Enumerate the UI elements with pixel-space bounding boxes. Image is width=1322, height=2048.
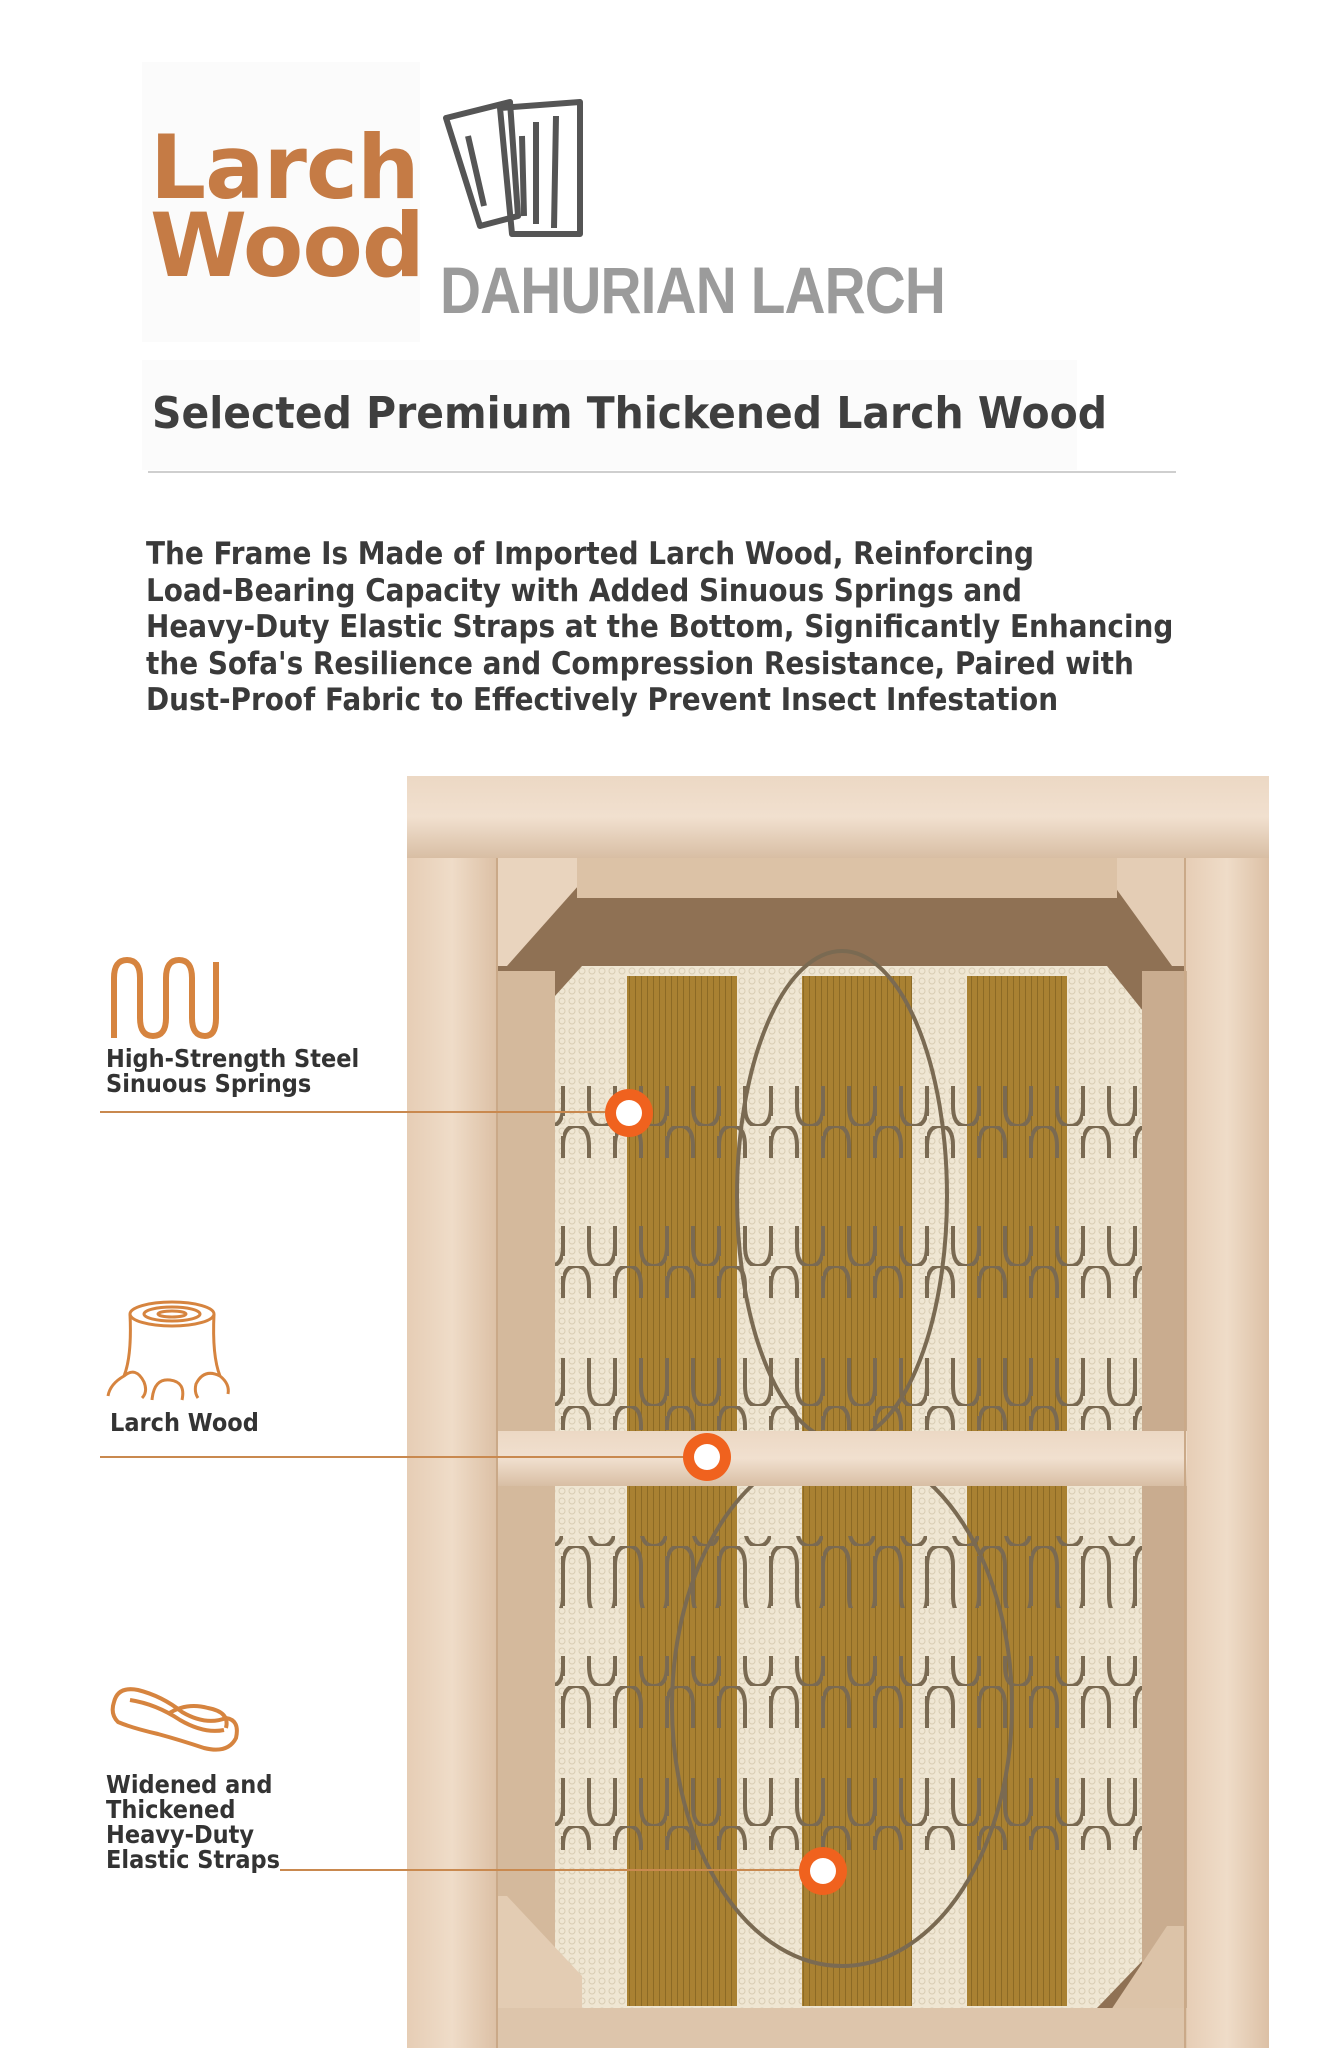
tree-stump-icon (104, 1296, 232, 1408)
divider (148, 471, 1176, 473)
description (146, 536, 1196, 719)
callout-marker-springs (602, 1086, 656, 1140)
brand-title-line2: Wood (150, 194, 424, 297)
description-line: Dust-Proof Fabric to Effectively Prevent Insect Infestation (146, 682, 1059, 718)
feature-label-wood (110, 1410, 259, 1435)
description-line: The Frame Is Made of Imported Larch Wood, Reinforcing (146, 536, 1035, 572)
callout-marker-wood (680, 1430, 734, 1484)
feature-label-springs (106, 1046, 359, 1096)
feature-label-line: Larch Wood (110, 1408, 259, 1437)
elastic-strap-icon (108, 1682, 242, 1760)
feature-label-line: Thickened (106, 1795, 236, 1824)
callout-line-straps (280, 1869, 820, 1871)
callout-line-springs (100, 1111, 630, 1113)
page-title: Selected Premium Thickened Larch Wood (152, 388, 1108, 439)
feature-label-line: Sinuous Springs (106, 1069, 312, 1098)
feature-label-straps (106, 1772, 280, 1872)
spring-icon (108, 956, 222, 1040)
feature-label-line: High-Strength Steel (106, 1044, 360, 1073)
callout-marker-straps (796, 1844, 850, 1898)
description-line: the Sofa's Resilience and Compression Resistance, Paired with (146, 645, 1134, 682)
logo-text: DAHURIAN LARCH (440, 253, 946, 327)
wood-planks-icon (440, 96, 590, 246)
description-line: Heavy-Duty Elastic Straps at the Bottom, Significantly Enhancing (146, 609, 1174, 645)
feature-label-line: Elastic Straps (106, 1845, 281, 1874)
feature-label-line: Heavy-Duty (106, 1820, 255, 1849)
description-line: Load-Bearing Capacity with Added Sinuous Springs and (146, 572, 1022, 609)
callout-line-wood (100, 1456, 705, 1458)
feature-label-line: Widened and (106, 1770, 273, 1799)
brand-title-line1: Larch (150, 116, 419, 219)
